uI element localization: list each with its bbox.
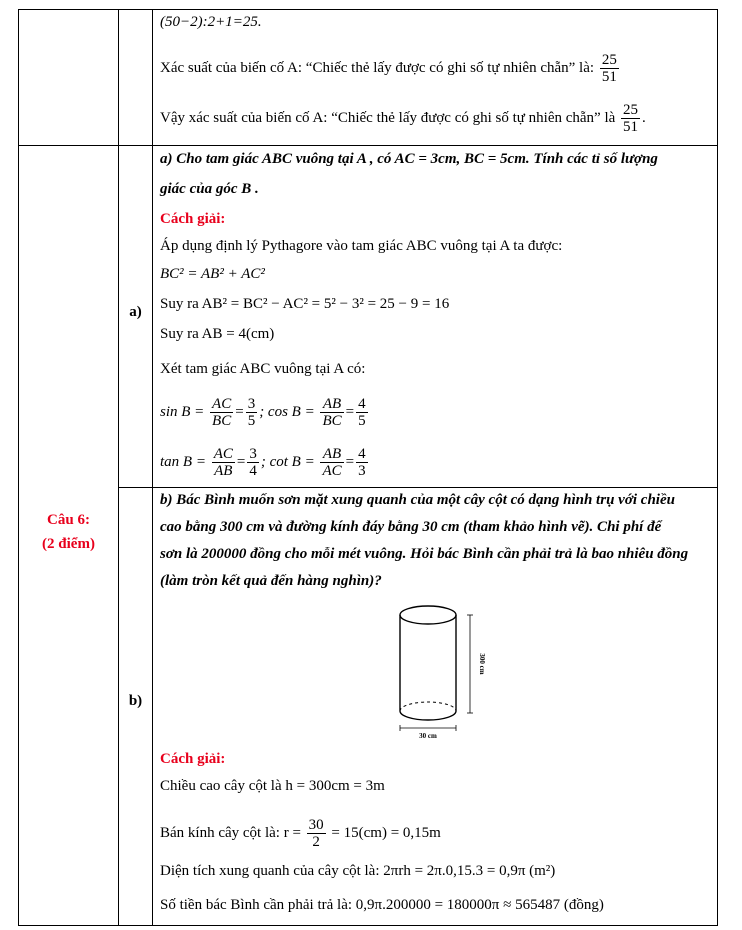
top-line-1: (50−2):2+1=25. [160,14,262,30]
top-line-2-text: Xác suất của biến cố A: “Chiếc thẻ lấy được có ghi số tự nhiên chẵn” là: [160,59,595,76]
cos-num: AB [320,396,343,413]
question-points: (2 điểm) [42,536,95,552]
probability-fraction-2 [621,102,640,135]
cylinder-figure [370,595,500,745]
top-line-2 [160,52,621,85]
cos-den: BC [322,413,342,429]
probability-fraction-1 [600,52,619,85]
part-b-step-3: Diện tích xung quanh của cây cột là: 2πrh = 2π.0,15.3 = 0,9π (m²) [160,863,556,879]
cos-lhs: ; cos B = [259,403,315,420]
tan-den: AB [214,463,233,479]
part-b-step-4: Số tiền bác Bình cần phải trả là: 0,9π.200000 = 180000π ≈ 565487 (đồng) [160,897,604,913]
tan-vden: 4 [249,463,257,479]
part-a-label: a) [129,304,142,320]
column-divider-2 [152,9,153,926]
cylinder-top-ellipse [400,606,456,624]
tan-lhs: tan B = [160,453,206,470]
table-border-left [18,9,19,926]
top-line-3-text: Vậy xác suất của biến cố A: “Chiếc thẻ lấy được có ghi số tự nhiên chẵn” là [160,109,616,126]
sin-ratio [210,396,233,429]
radius-num: 30 [308,817,324,833]
cylinder-bottom-front [400,711,456,720]
radius-den: 2 [312,834,320,850]
tan-num: AC [213,446,233,462]
sin-value [246,396,258,429]
question-label [19,508,118,556]
part-a-step-2: BC² = AB² + AC² [160,266,265,282]
cos-vnum: 4 [358,396,366,412]
cos-ratio [320,396,343,429]
cot-vnum: 4 [358,446,366,462]
sin-lhs: sin B = [160,403,205,420]
cot-value [356,446,368,479]
cot-num: AB [320,446,343,463]
part-a-step-3: Suy ra AB² = BC² − AC² = 5² − 3² = 25 − 9 = 16 [160,296,450,312]
part-a-prompt-1: a) Cho tam giác ABC vuông tại A , có AC = 3cm, BC = 5cm. Tính các tỉ số lượng [160,151,658,167]
height-label: 300 cm [478,653,486,675]
part-a-step-4: Suy ra AB = 4(cm) [160,326,275,342]
part-b-step-2 [160,817,441,850]
radius-pre: Bán kính cây cột là: r = [160,824,301,841]
top-line-3 [160,102,646,135]
tan-cot-line: tan B = $\frac{AC}{AB}$ = $\frac{3}{4}$ ; cot B = $\frac{AB}{AC}$ = $\frac{4}{3}$ [160,446,366,479]
part-b-step-1: Chiều cao cây cột là h = 300cm = 3m [160,778,385,794]
table-border-right [717,9,718,926]
part-a-step-5: Xét tam giác ABC vuông tại A có: [160,361,366,377]
cos-vden: 5 [358,413,366,429]
column-divider-1 [118,9,119,926]
cot-vden: 3 [358,463,366,479]
sin-den: BC [212,413,232,429]
sin-vden: 5 [247,413,256,429]
cos-value [356,396,368,429]
sin-num: AC [212,396,232,412]
fraction-denominator: 51 [623,119,639,135]
sin-cos-line: sin B = $\frac{AC}{BC}$ = $\frac{3}{5}$ ; cos B = $\frac{AB}{BC}$ = $\frac{4}{5}$ [160,396,366,429]
cylinder-bottom-back [400,702,456,711]
part-a-solution-title: Cách giải: [160,211,226,227]
cot-lhs: ; cot B = [260,453,315,470]
row-divider-question [18,145,718,146]
part-a-prompt-2: giác của góc B . [160,181,259,197]
tan-ratio [212,446,235,479]
fraction-numerator: 25 [601,52,617,68]
sin-vnum: 3 [247,396,256,412]
table-border-bottom [18,925,718,926]
fraction-numerator: 25 [623,102,639,118]
cot-ratio [320,446,343,479]
table-border-top [18,9,718,10]
cot-den: AC [322,463,342,479]
sentence-end: . [642,109,646,126]
part-b-solution-title: Cách giải: [160,751,226,767]
tan-vnum: 3 [249,446,257,462]
part-b-label: b) [128,693,143,709]
radius-post: = 15(cm) = 0,15m [331,824,441,841]
part-b-prompt-4: (làm tròn kết quả đến hàng nghìn)? [160,573,382,589]
part-b-prompt-3: sơn là 200000 đồng cho mỗi mét vuông. Hỏi bác Bình cần phải trả là bao nhiêu đồng [160,546,689,562]
part-b-prompt-2: cao bằng 300 cm và đường kính đáy bằng 30 cm (tham khảo hình vẽ). Chi phí để [160,519,662,535]
diameter-label: 30 cm [419,732,437,740]
row-divider-part-b [118,487,718,488]
part-b-prompt-1: b) Bác Bình muốn sơn mặt xung quanh của một cây cột có dạng hình trụ với chiều [160,492,675,508]
radius-fraction [307,817,326,850]
part-a-step-1: Áp dụng định lý Pythagore vào tam giác ABC vuông tại A ta được: [160,238,563,254]
tan-value [247,446,259,479]
fraction-denominator: 51 [601,69,617,85]
question-number: Câu 6: [47,512,90,528]
